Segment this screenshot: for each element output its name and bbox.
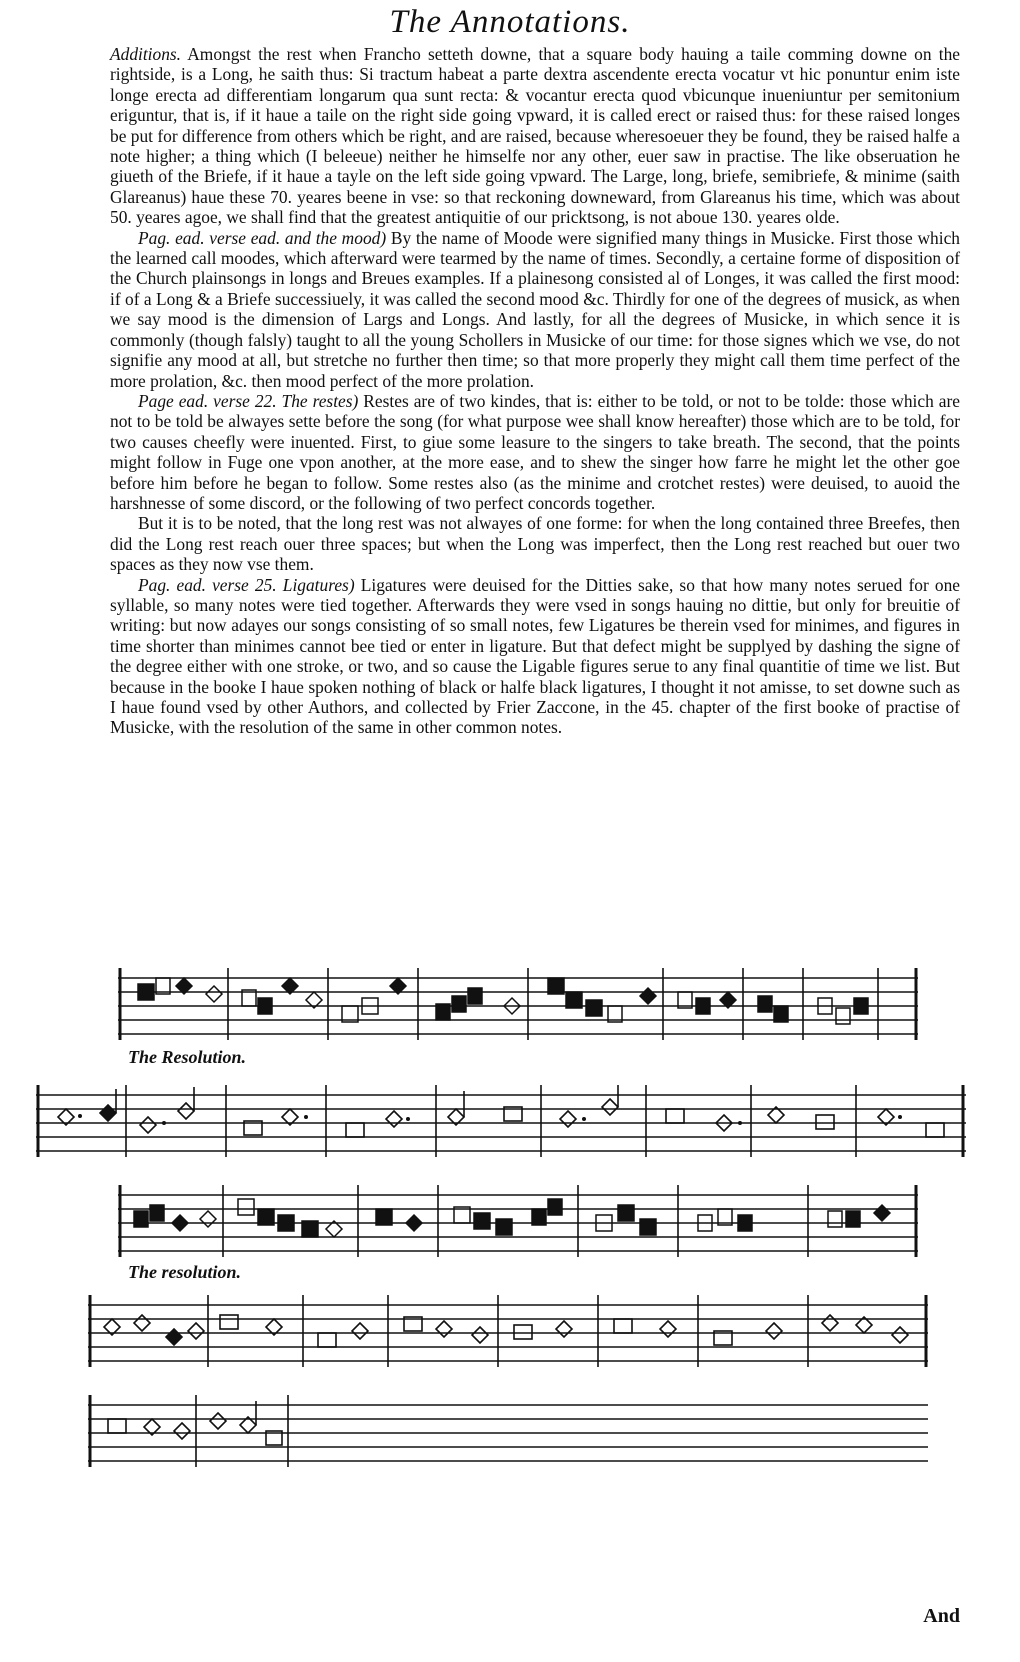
page-title: The Annotations. [389, 4, 631, 40]
resolution-label: The resolution. [128, 1262, 242, 1282]
paragraph-mood [110, 228, 960, 391]
music-staff-resolution-1 [36, 1085, 966, 1165]
paragraph-restes [110, 391, 960, 513]
paragraph-ligatures [110, 575, 960, 738]
music-staff-ligatures [118, 968, 918, 1048]
annotation-text [110, 44, 960, 738]
paragraph-body: Restes are of two kindes, that is: either to be told, or not to be tolde: those which are not to be told be alwayes sette before the song (for what purpose wee shall know hereafter) those which are to be told, for two causes cheefly were inuented. First, to giue some leasure to the singers to take breath. The second, that the points might follow in Fuge one vpon another, at the more ease, and to shew the singer how farre he might let the other goe before him before he began to follow. Some restes also (as the minime and crotchet restes) were deuised, to auoid the harshnesse of some discord, or the following of two perfect concords together. [110, 390, 960, 513]
paragraph-long-rest [110, 513, 960, 574]
paragraph-body: Amongst the rest when Francho setteth downe, that a square body hauing a taile comming downe on the rightside, is a Long, he saith thus: Si tractum habeat a parte dextra ascendente erecta vocatur vt hic ponuntur enim iste longe erecta ad differentiam longarum qua sunt recta: & vocantur erecta quod vbicunque inueniuntur per semitonium eriguntur, that is, if it haue a taile on the right side going vpward, it is called erect or raised thus: for these raised longes be put for difference from others which be right, and are raised, because wheresoeuer they be found, they be raised halfe a note higher; a thing which (I beleeue) neither he himselfe nor any other, euer saw in practise. The like obseruation he giueth of the Briefe, if it haue a tayle on the left side going vpward. The Large, long, briefe, semibriefe, & minime (saith Glareanus) haue these 70. yeares beene in vse: so that reckoning downeward, from Glareanus his time, which was about 50. yeares agoe, we shall find that the greatest antiquitie of our pricktsong, is not aboue 130. yeares olde. [110, 44, 960, 228]
paragraph-additions [110, 44, 960, 228]
paragraph-lead: Pag. ead. verse ead. and the mood) [138, 227, 387, 248]
paragraph-lead: Page ead. verse 22. The restes) [138, 390, 359, 411]
paragraph-lead: Pag. ead. verse 25. Ligatures) [138, 574, 355, 595]
resolution-label: The Resolution. [128, 1047, 247, 1067]
paragraph-lead: Additions. [110, 44, 182, 64]
music-staff-resolution-2 [88, 1295, 928, 1375]
paragraph-body: Ligatures were deuised for the Ditties sake, so that how many notes serued for one syllable, so many notes were tied together. Afterwards they were vsed in songs hauing no dittie, but only for breuitie of writing: but now adayes our songs consisting of so small notes, few Ligatures be therein vsed for minimes, and figures in time shorter than minimes cannot bee tied or enter in ligature. But that defect might be supplyed by dashing the signe of the degree either with one stroke, or two, and so cause the Ligable figures serue to any final quantitie of time we list. But because in the booke I haue spoken nothing of black or halfe black ligatures, I thought it not amisse, to set downe such as I haue found vsed by other Authors, and collected by Frier Zaccone, in the 45. chapter of the first booke of practise of Musicke, with the resolution of the same in other common notes. [110, 574, 960, 738]
paragraph-body: By the name of Moode were signified many things in Musicke. First those which the learned call moodes, which afterward were tearmed by the name of times. Secondly, a certaine forme of disposition of the Church plainsongs in longs and Breues examples. If a plainesong consisted al of Longes, it was called the first mood: if of a Long & a Briefe successiuely, it was called the second mood &c. Thirdly for one of the degrees of musick, as when we say mood is the dimension of Largs and Longs. And lastly, for all the degrees of Musicke, in which sence it is commonly (though falsly) taught to all the young Schollers in Musicke of our time: for those signes which we vse, do not signifie any mood at all, but stretche no further then time; so that more properly they might call them time perfect of the more prolation, &c. then mood perfect of the more prolation. [110, 227, 960, 391]
paragraph-body: But it is to be noted, that the long rest was not alwayes of one forme: for when the long contained three Breefes, then did the Long rest reach ouer three spaces; but when the Long was imperfect, then the Long rest reached but ouer two spaces as they now vse them. [110, 513, 960, 575]
catchword: And [923, 1605, 960, 1627]
music-staff-ligatures-2 [118, 1185, 918, 1265]
music-staff-resolution-3 [88, 1395, 928, 1475]
